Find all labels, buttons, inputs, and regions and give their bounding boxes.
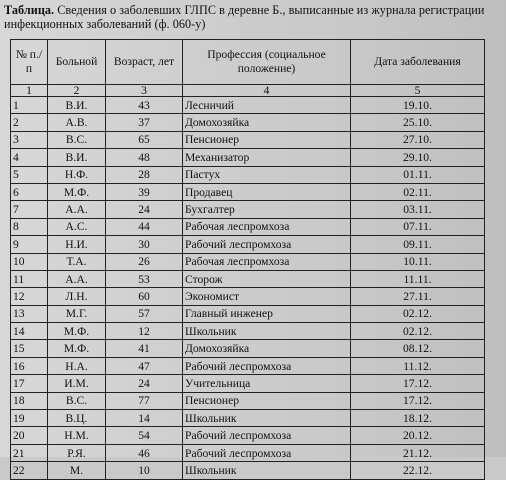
cell-num: 3 [11,131,48,148]
cell-profession: Рабочий леспромхоза [183,427,351,444]
cell-profession: Школьник [183,462,351,479]
header-row [11,40,485,85]
cell-num: 14 [11,323,48,340]
cell-num: 10 [11,253,48,270]
cell-num: 5 [11,166,48,183]
cell-num: 6 [11,183,48,200]
caption-prefix: Таблица. [4,3,55,17]
cell-age: 47 [106,357,183,374]
table-row [11,236,485,253]
cell-patient: В.С. [48,392,106,409]
header-patient: Больной [48,40,106,85]
cell-num: 20 [11,427,48,444]
table-row [11,218,485,235]
cell-age: 39 [106,183,183,200]
cell-date: 18.12. [351,410,485,427]
cell-patient: В.С. [48,131,106,148]
cell-date: 11.11. [351,270,485,287]
cell-date: 19.10. [351,97,485,114]
table-caption [4,3,498,31]
column-number-row [11,85,485,97]
table-row [11,270,485,287]
cell-profession: Рабочий леспромхоза [183,357,351,374]
cell-patient: М.Ф. [48,340,106,357]
cases-table [10,39,485,480]
cell-profession: Домохозяйка [183,340,351,357]
cell-date: 20.12. [351,427,485,444]
table-row [11,253,485,270]
cell-patient: И.М. [48,375,106,392]
table-row [11,427,485,444]
cell-age: 24 [106,201,183,218]
header-age: Возраст, лет [106,40,183,85]
table-row [11,201,485,218]
cell-num: 22 [11,462,48,479]
cell-patient: А.В. [48,114,106,131]
cell-date: 03.11. [351,201,485,218]
table-row [11,340,485,357]
cell-patient: М.Ф. [48,323,106,340]
cell-profession: Экономист [183,288,351,305]
cell-num: 4 [11,149,48,166]
cell-age: 26 [106,253,183,270]
cell-num: 12 [11,288,48,305]
cell-patient: В.И. [48,97,106,114]
cell-num: 8 [11,218,48,235]
header-profession: Профессия (социальное положение) [183,40,351,85]
cell-profession: Механизатор [183,149,351,166]
table-row [11,149,485,166]
table-row [11,462,485,479]
cell-age: 37 [106,114,183,131]
column-number: 5 [351,85,485,97]
cell-age: 44 [106,218,183,235]
cell-profession: Рабочий леспромхоза [183,236,351,253]
table-row [11,114,485,131]
cell-date: 02.12. [351,323,485,340]
table-row [11,323,485,340]
column-number: 2 [48,85,106,97]
cell-num: 9 [11,236,48,253]
table-row [11,183,485,200]
cell-patient: М. [48,462,106,479]
cell-age: 57 [106,305,183,322]
cell-num: 21 [11,444,48,461]
cell-date: 01.11. [351,166,485,183]
cell-date: 17.12. [351,392,485,409]
cell-date: 08.12. [351,340,485,357]
cell-date: 22.12. [351,462,485,479]
cell-age: 30 [106,236,183,253]
cell-patient: М.Ф. [48,183,106,200]
cell-age: 48 [106,149,183,166]
cell-num: 13 [11,305,48,322]
cell-age: 41 [106,340,183,357]
header-num: № п./п [11,40,48,85]
cell-profession: Сторож [183,270,351,287]
cell-age: 12 [106,323,183,340]
cell-profession: Пастух [183,166,351,183]
cell-age: 60 [106,288,183,305]
cell-profession: Учительница [183,375,351,392]
cell-num: 19 [11,410,48,427]
cell-num: 7 [11,201,48,218]
cell-date: 09.11. [351,236,485,253]
cell-date: 29.10. [351,149,485,166]
cell-profession: Школьник [183,410,351,427]
caption-text: Сведения о заболевших ГЛПС в деревне Б., выписанные из журнала регистрации инфекционных заболеваний (ф. 060-у) [4,3,485,31]
table-row [11,410,485,427]
cell-patient: Т.А. [48,253,106,270]
cell-profession: Пенсионер [183,131,351,148]
cell-date: 07.11. [351,218,485,235]
cell-patient: В.Ц. [48,410,106,427]
cell-patient: А.А. [48,201,106,218]
cell-date: 25.10. [351,114,485,131]
header-date: Дата заболевания [351,40,485,85]
cell-patient: А.А. [48,270,106,287]
cell-num: 1 [11,97,48,114]
table-row [11,131,485,148]
cell-age: 14 [106,410,183,427]
cell-age: 46 [106,444,183,461]
cell-age: 53 [106,270,183,287]
cell-date: 10.11. [351,253,485,270]
column-number: 1 [11,85,48,97]
cell-profession: Продавец [183,183,351,200]
table-row [11,97,485,114]
table-row [11,288,485,305]
cell-patient: Н.М. [48,427,106,444]
cell-profession: Школьник [183,323,351,340]
cell-date: 02.12. [351,305,485,322]
cell-age: 54 [106,427,183,444]
cell-profession: Пенсионер [183,392,351,409]
cell-age: 10 [106,462,183,479]
cell-profession: Рабочая леспромхоза [183,218,351,235]
cell-num: 16 [11,357,48,374]
cell-profession: Главный инженер [183,305,351,322]
cell-age: 28 [106,166,183,183]
cell-num: 18 [11,392,48,409]
cell-patient: В.И. [48,149,106,166]
table-row [11,166,485,183]
cell-patient: Н.И. [48,236,106,253]
cell-num: 2 [11,114,48,131]
cell-age: 77 [106,392,183,409]
table-row [11,375,485,392]
cell-patient: А.С. [48,218,106,235]
cell-patient: Н.Ф. [48,166,106,183]
cell-date: 27.11. [351,288,485,305]
cell-patient: Л.Н. [48,288,106,305]
cell-profession: Домохозяйка [183,114,351,131]
table-row [11,392,485,409]
cell-profession: Бухгалтер [183,201,351,218]
table-row [11,305,485,322]
cell-num: 17 [11,375,48,392]
cell-profession: Лесничий [183,97,351,114]
cell-profession: Рабочая леспромхоза [183,253,351,270]
cell-date: 21.12. [351,444,485,461]
cell-num: 15 [11,340,48,357]
table-row [11,357,485,374]
cell-patient: М.Г. [48,305,106,322]
cell-age: 65 [106,131,183,148]
table-row [11,444,485,461]
cell-patient: Р.Я. [48,444,106,461]
column-number: 4 [183,85,351,97]
cell-date: 02.11. [351,183,485,200]
cell-age: 24 [106,375,183,392]
cell-num: 11 [11,270,48,287]
cell-date: 27.10. [351,131,485,148]
cell-date: 11.12. [351,357,485,374]
cell-patient: Н.А. [48,357,106,374]
column-number: 3 [106,85,183,97]
cell-profession: Рабочий леспромхоза [183,444,351,461]
cell-date: 17.12. [351,375,485,392]
cell-age: 43 [106,97,183,114]
